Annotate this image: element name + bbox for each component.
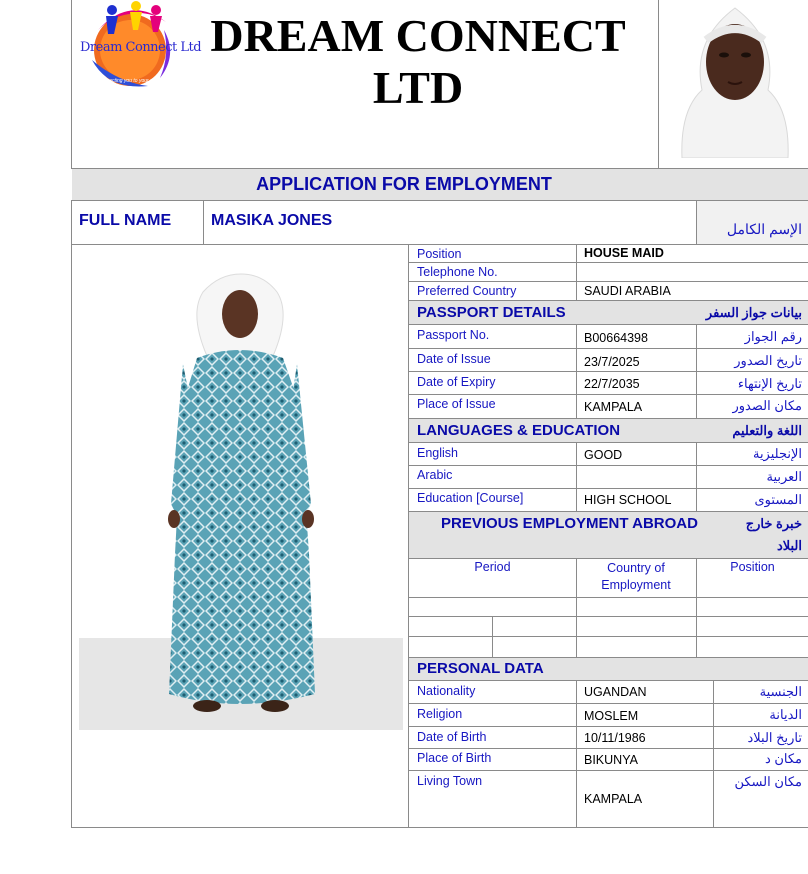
company-name-line1: DREAM CONNECT <box>210 10 626 61</box>
row-border <box>409 371 808 372</box>
employment-title-ar-1: خبرة خارج <box>745 516 802 531</box>
english-label-ar: الإنجليزية <box>752 446 802 461</box>
row-border <box>409 262 808 263</box>
date-of-birth-label-ar: تاريخ البلاد <box>747 730 802 745</box>
full-body-photo <box>79 254 403 730</box>
company-name <box>190 10 646 114</box>
employment-col-country: Country of Employment <box>601 561 671 592</box>
company-name-line2: LTD <box>372 62 464 113</box>
full-name-label-ar: الإسم الكامل <box>726 221 802 237</box>
full-body-photo-icon <box>79 254 403 730</box>
languages-title: LANGUAGES & EDUCATION <box>417 422 621 439</box>
position-value: HOUSE MAID <box>584 246 664 260</box>
passport-title-ar: بيانات جواز السفر <box>705 305 802 320</box>
date-of-issue-label: Date of Issue <box>417 352 491 366</box>
religion-value: MOSLEM <box>584 709 639 723</box>
religion-label-ar: الديانة <box>769 707 802 722</box>
preferred-country-label: Preferred Country <box>417 284 517 298</box>
english-value: GOOD <box>584 448 623 462</box>
education-value: HIGH SCHOOL <box>584 493 672 507</box>
row-border <box>409 616 808 617</box>
nationality-value: UGANDAN <box>584 685 647 699</box>
row-border <box>409 703 808 704</box>
date-of-expiry-label-ar: تاريخ الإنتهاء <box>737 376 802 391</box>
row-border <box>409 348 808 349</box>
place-of-birth-value: BIKUNYA <box>584 753 638 767</box>
passport-no-value: B00664398 <box>584 331 648 345</box>
arabic-label: Arabic <box>417 468 453 482</box>
date-of-expiry-value: 22/7/2035 <box>584 377 640 391</box>
date-of-expiry-label: Date of Expiry <box>417 375 496 389</box>
living-town-value: KAMPALA <box>584 792 643 806</box>
employment-col-divider-1 <box>576 558 577 657</box>
row-border <box>409 442 808 443</box>
passport-no-label-ar: رقم الجواز <box>744 329 802 344</box>
left-outer-border <box>71 200 72 828</box>
place-of-birth-label: Place of Birth <box>417 751 492 765</box>
personal-title: PERSONAL DATA <box>417 660 544 677</box>
portrait-photo <box>662 0 808 158</box>
row-border <box>409 465 808 466</box>
full-name-divider <box>203 200 204 244</box>
portrait-photo-icon <box>662 0 808 158</box>
form-title: APPLICATION FOR EMPLOYMENT <box>256 174 552 194</box>
bottom-border <box>71 827 808 828</box>
place-of-issue-label-ar: مكان الصدور <box>732 398 802 413</box>
header-photo-divider <box>658 0 659 168</box>
row-border <box>409 726 808 727</box>
languages-title-ar: اللغة والتعليم <box>732 423 802 438</box>
arabic-label-ar: العربية <box>766 469 802 484</box>
company-logo <box>78 0 202 92</box>
row-border <box>409 680 808 681</box>
place-of-birth-label-ar: مكان د <box>764 751 802 766</box>
date-of-issue-value: 23/7/2025 <box>584 355 640 369</box>
date-of-birth-value: 10/11/1986 <box>584 731 646 745</box>
header-left-border <box>71 0 72 168</box>
passport-title: PASSPORT DETAILS <box>417 304 566 321</box>
row-border <box>409 558 808 559</box>
place-of-issue-value: KAMPALA <box>584 400 643 414</box>
education-label-ar: المستوى <box>754 492 802 507</box>
row-border <box>409 324 808 325</box>
job-value-divider <box>576 244 577 301</box>
logo-text: Dream Connect Ltd <box>80 40 202 55</box>
english-label: English <box>417 446 458 460</box>
religion-label: Religion <box>417 707 463 721</box>
logo-tagline: Connecting you to your dreams <box>97 78 167 84</box>
employment-col-position: Position <box>730 560 775 574</box>
nationality-label: Nationality <box>417 684 476 698</box>
row-border <box>409 281 808 282</box>
row-border <box>409 488 808 489</box>
passport-no-label: Passport No. <box>417 328 490 342</box>
row-border <box>409 394 808 395</box>
row-border <box>409 748 808 749</box>
position-label: Position <box>417 247 462 261</box>
telephone-label: Telephone No. <box>417 265 498 279</box>
employment-col-period: Period <box>474 560 511 574</box>
employment-title-ar-2: البلاد <box>776 538 802 553</box>
languages-ar-divider <box>696 442 697 511</box>
full-name-value: MASIKA JONES <box>211 212 333 229</box>
nationality-label-ar: الجنسية <box>759 684 802 699</box>
living-town-label: Living Town <box>417 774 483 788</box>
living-town-label-ar: مكان السكن <box>734 774 802 789</box>
row-border <box>409 636 808 637</box>
row-border <box>409 597 808 598</box>
employment-title: PREVIOUS EMPLOYMENT ABROAD <box>441 515 698 532</box>
date-of-birth-label: Date of Birth <box>417 730 487 744</box>
date-of-issue-label-ar: تاريخ الصدور <box>734 353 802 368</box>
row-border <box>409 770 808 771</box>
preferred-country-value: SAUDI ARABIA <box>584 284 671 298</box>
education-label: Education [Course] <box>417 491 524 505</box>
place-of-issue-label: Place of Issue <box>417 397 496 411</box>
languages-value-divider <box>576 442 577 511</box>
full-name-label: FULL NAME <box>79 212 172 229</box>
full-name-bottom-border <box>71 244 808 245</box>
